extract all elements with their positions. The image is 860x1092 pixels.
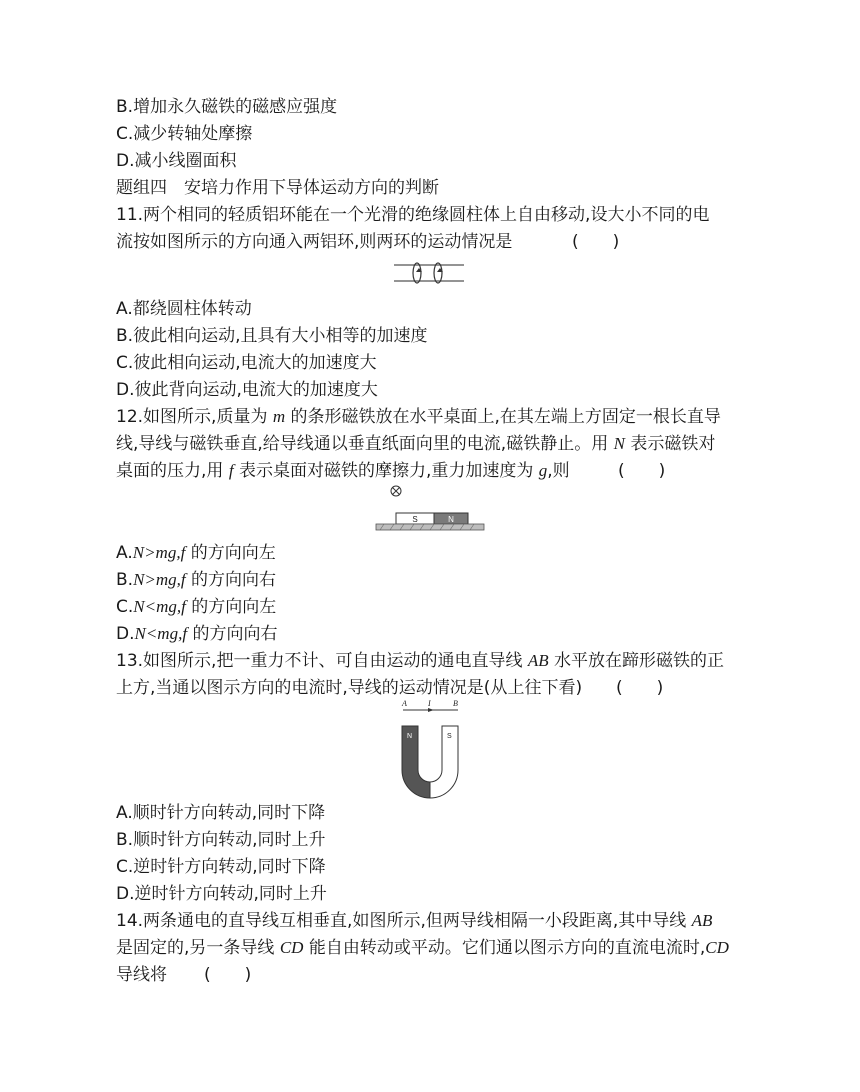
q12-text-d: 表示磁铁对 <box>624 434 716 454</box>
q11-option-d: D.彼此背向运动,电流大的加速度大 <box>116 380 378 400</box>
q12-text-e: 桌面的压力,用 <box>116 461 229 481</box>
q12-opt-b-expr: N>mg,f <box>133 570 186 589</box>
q13-option-b: B.顺时针方向转动,同时上升 <box>116 830 326 850</box>
q14-line1 <box>116 909 712 933</box>
q12-opt-d-expr: N<mg,f <box>134 624 188 643</box>
q14-text-c: 能自由转动或平动。它们通以图示方向的直流电流时, <box>303 938 706 958</box>
q14-text-a: 14.两条通电的直导线互相垂直,如图所示,但两导线相隔一小段距离,其中导线 <box>116 911 692 931</box>
q12-opt-b-text: 的方向向右 <box>185 570 277 590</box>
q13-line1 <box>116 649 724 673</box>
q13-fig-s: S <box>447 733 452 740</box>
q12-text-f: 表示桌面对磁铁的摩擦力,重力加速度为 <box>233 461 539 481</box>
q13-line2: 上方,当通以图示方向的电流时,导线的运动情况是(从上往下看) <box>116 678 583 698</box>
q14-text-b: 是固定的,另一条导线 <box>116 938 280 958</box>
q12-line3 <box>116 459 570 483</box>
q13-fig-i: I <box>428 699 431 708</box>
q12-opt-d-label: D. <box>116 624 135 644</box>
q13-option-d: D.逆时针方向转动,同时上升 <box>116 884 327 904</box>
q14-line2 <box>116 936 729 960</box>
q14-var-cd: CD <box>279 938 304 957</box>
q12-opt-a-label: A. <box>116 543 133 563</box>
q12-var-g: g <box>538 461 548 480</box>
section-heading: 题组四 安培力作用下导体运动方向的判断 <box>116 178 439 198</box>
q12-var-n: N <box>613 434 625 453</box>
q12-text-b: 的条形磁铁放在水平桌面上,在其左端上方固定一根长直导 <box>285 407 721 427</box>
q11-answer-bracket: ( ) <box>572 232 620 252</box>
q12-option-b <box>116 568 276 592</box>
option-d-prev: D.减小线圈面积 <box>116 151 237 171</box>
q11-option-a: A.都绕圆柱体转动 <box>116 299 252 319</box>
q12-answer-bracket: ( ) <box>618 461 666 481</box>
option-c-prev: C.减少转轴处摩擦 <box>116 124 253 144</box>
q13-option-a: A.顺时针方向转动,同时下降 <box>116 803 326 823</box>
q13-fig-b: B <box>453 699 458 708</box>
q12-var-m: m <box>272 407 286 426</box>
q13-horseshoe-figure <box>392 696 472 802</box>
q12-opt-a-text: 的方向向左 <box>185 543 276 563</box>
q12-line2 <box>116 432 715 456</box>
q13-var-ab: AB <box>527 651 549 670</box>
q12-s-label: S <box>412 515 418 524</box>
q12-text-g: ,则 <box>547 461 570 481</box>
q11-option-b: B.彼此相向运动,且具有大小相等的加速度 <box>116 326 428 346</box>
q13-answer-bracket: ( ) <box>616 678 664 698</box>
q12-opt-c-text: 的方向向左 <box>185 597 277 617</box>
q14-var-cd2: CD <box>705 938 729 957</box>
q12-opt-c-label: C. <box>116 597 134 617</box>
q14-line3: 导线将 <box>116 965 167 985</box>
q11-rings-figure <box>392 256 466 290</box>
q13-text-b: 水平放在蹄形磁铁的正 <box>548 651 725 671</box>
q12-opt-d-text: 的方向向右 <box>187 624 278 644</box>
q11-line1: 11.两个相同的轻质铝环能在一个光滑的绝缘圆柱体上自由移动,设大小不同的电 <box>116 205 710 225</box>
q14-var-ab: AB <box>691 911 713 930</box>
q11-option-c: C.彼此相向运动,电流大的加速度大 <box>116 353 377 373</box>
q11-line2: 流按如图所示的方向通入两铝环,则两环的运动情况是 <box>116 232 513 252</box>
q12-opt-b-label: B. <box>116 570 134 590</box>
q12-option-a <box>116 541 276 565</box>
q12-opt-c-expr: N<mg,f <box>133 597 186 616</box>
q12-option-c <box>116 595 276 619</box>
q13-fig-n: N <box>407 733 413 740</box>
q12-opt-a-expr: N>mg,f <box>132 543 186 562</box>
q12-text-a: 12.如图所示,质量为 <box>116 407 273 427</box>
q13-text-a: 13.如图所示,把一重力不计、可自由运动的通电直导线 <box>116 651 528 671</box>
option-b-prev: B.增加永久磁铁的磁感应强度 <box>116 97 338 117</box>
q12-n-label: N <box>448 515 454 524</box>
q12-magnet-figure <box>374 482 486 534</box>
q12-line1 <box>116 405 721 429</box>
q13-option-c: C.逆时针方向转动,同时下降 <box>116 857 326 877</box>
q12-var-f: f <box>228 461 234 480</box>
q13-fig-a: A <box>402 699 407 708</box>
q12-text-c: 线,导线与磁铁垂直,给导线通以垂直纸面向里的电流,磁铁静止。用 <box>116 434 614 454</box>
q12-option-d <box>116 622 277 646</box>
q14-answer-bracket: ( ) <box>204 965 252 985</box>
